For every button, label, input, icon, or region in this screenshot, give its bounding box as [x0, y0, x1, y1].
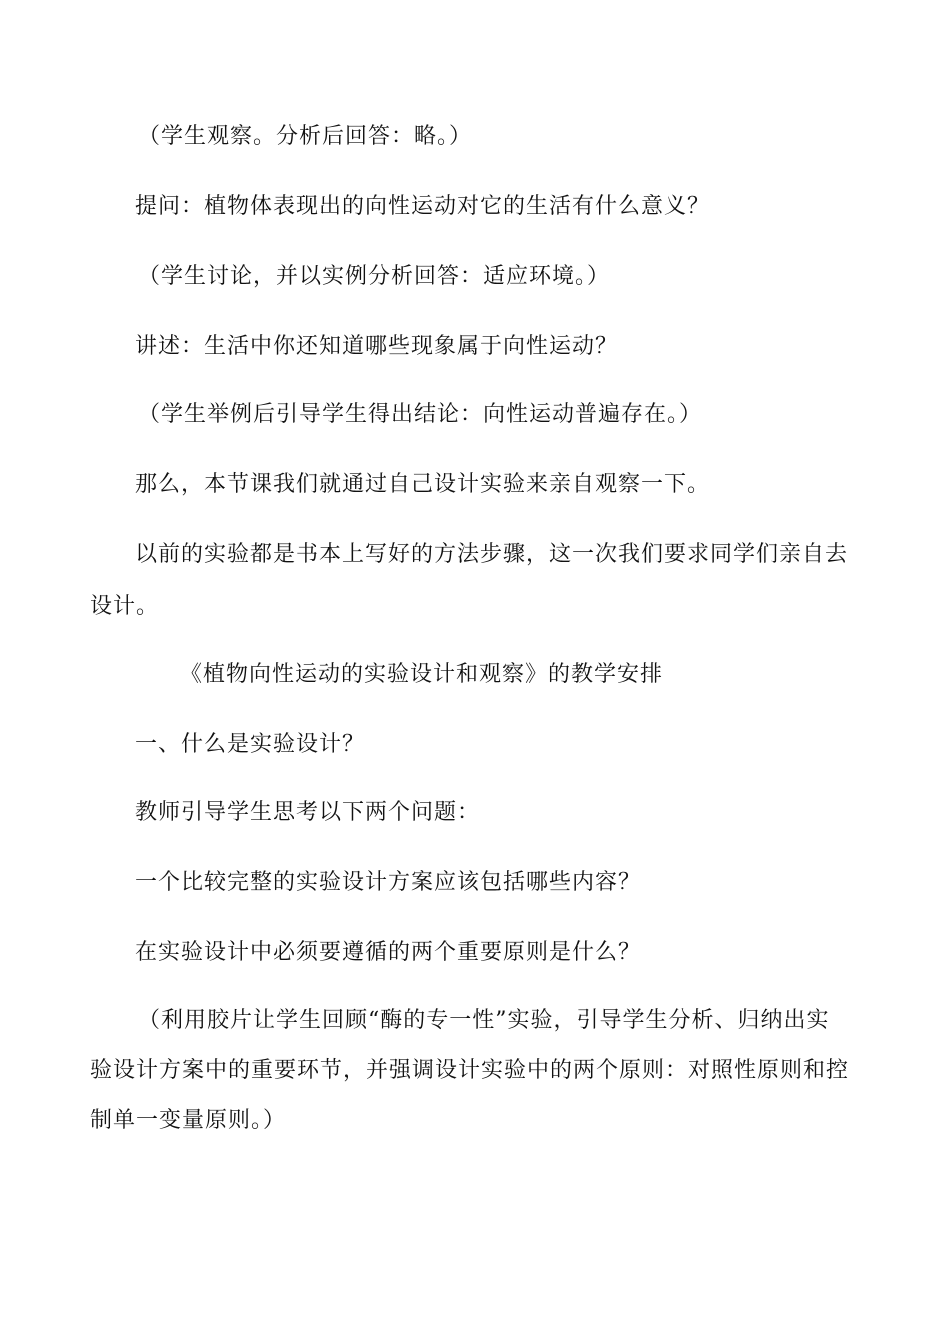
paragraph-line: 以前的实验都是书本上写好的方法步骤，这一次我们要求同学们亲自去: [135, 542, 849, 567]
paragraph-line: 制单一变量原则。）: [90, 1108, 287, 1133]
paragraph-student-examples: （学生举例后引导学生得出结论：向性运动普遍存在。）: [138, 402, 703, 427]
question-item-1: 一个比较完整的实验设计方案应该包括哪些内容？: [135, 870, 642, 895]
heading-what-is-experiment-design: 一、什么是实验设计？: [135, 732, 366, 757]
paragraph-question-meaning: 提问：植物体表现出的向性运动对它的生活有什么意义？: [135, 194, 711, 219]
question-item-2: 在实验设计中必须要遵循的两个重要原则是什么？: [135, 940, 642, 965]
section-title: 《植物向性运动的实验设计和观察》的教学安排: [180, 662, 664, 687]
paragraph-student-discussion: （学生讨论，并以实例分析回答：适应环境。）: [138, 264, 611, 289]
paragraph-questions-intro: 教师引导学生思考以下两个问题：: [135, 800, 481, 825]
paragraph-line: （利用胶片让学生回顾“酶的专一性”实验，引导学生分析、归纳出实: [138, 1008, 830, 1033]
paragraph-student-observation: （学生观察。分析后回答：略。）: [138, 124, 473, 149]
paragraph-line: 验设计方案中的重要环节，并强调设计实验中的两个原则：对照性原则和控: [90, 1058, 850, 1083]
paragraph-transition: 那么，本节课我们就通过自己设计实验来亲自观察一下。: [135, 472, 711, 497]
paragraph-narration: 讲述：生活中你还知道哪些现象属于向性运动？: [135, 334, 619, 359]
paragraph-line: 设计。: [90, 594, 160, 619]
